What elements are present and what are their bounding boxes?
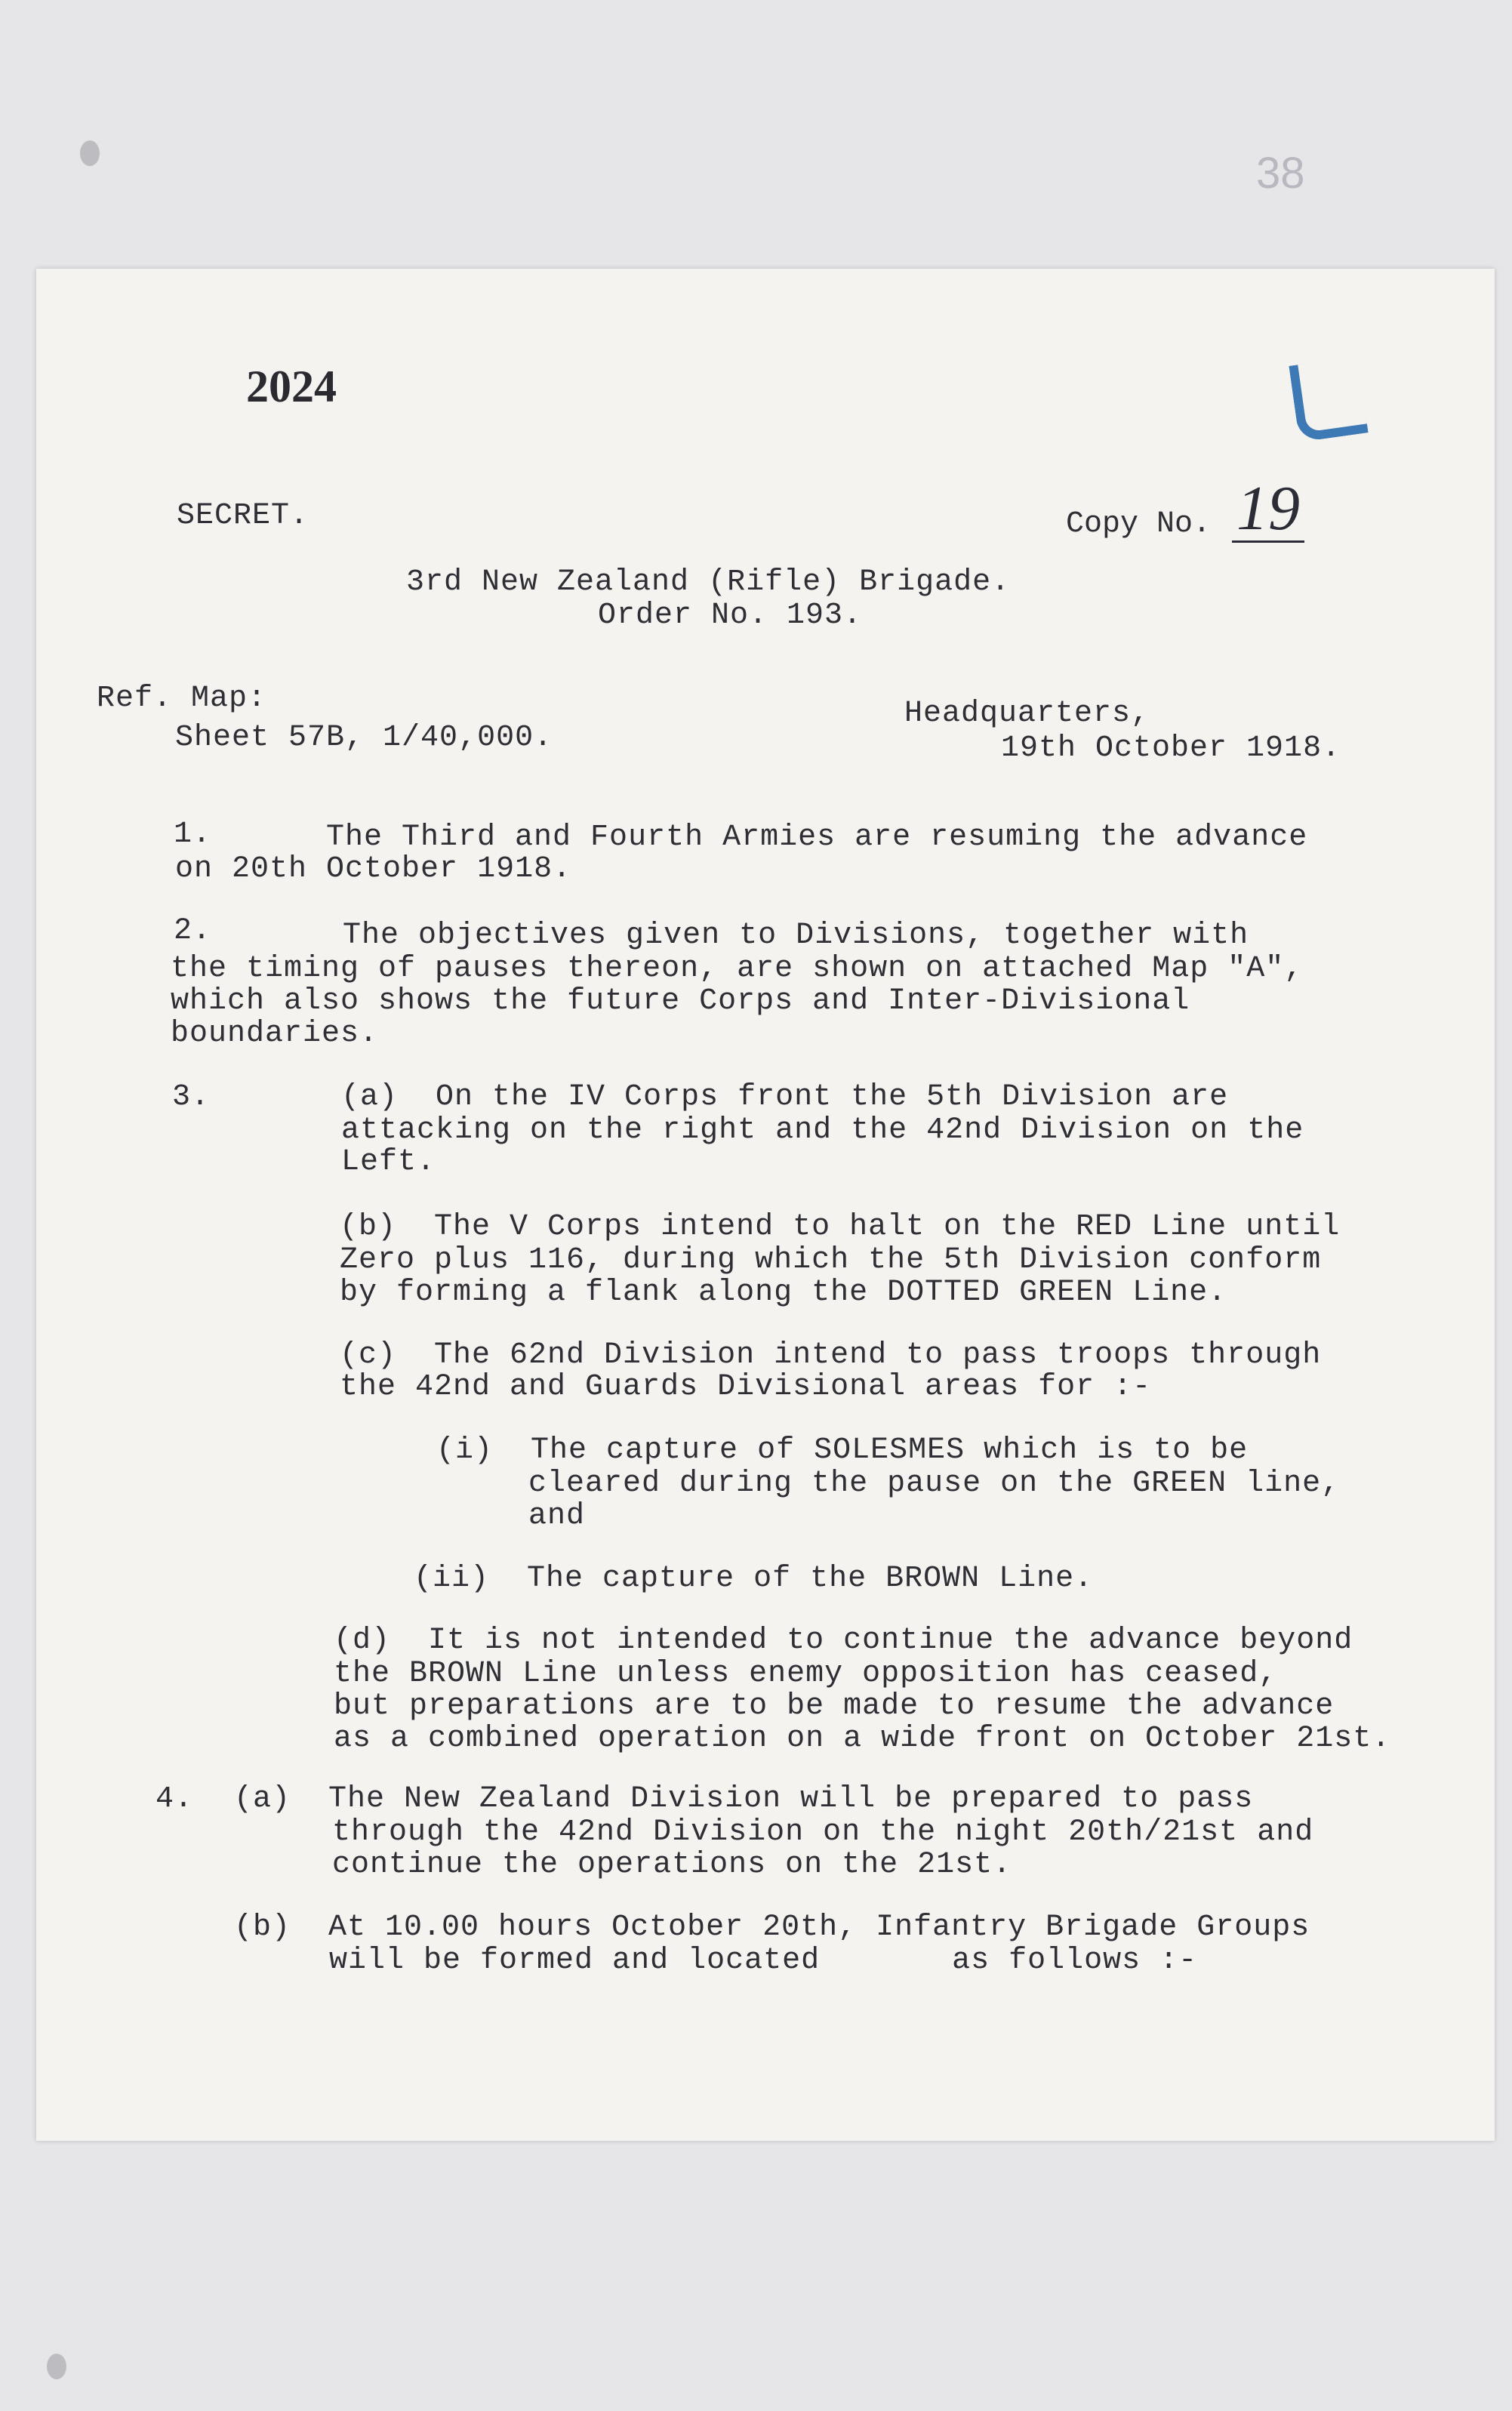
para-text: (d) It is not intended to continue the advance beyond (334, 1624, 1353, 1658)
para-text: attacking on the right and the 42nd Division on the (341, 1113, 1304, 1147)
para-text: through the 42nd Division on the night 20th/21st and (332, 1815, 1314, 1849)
order-title: 3rd New Zealand (Rifle) Brigade. (406, 565, 1011, 599)
para-number: 2. (174, 914, 212, 948)
copy-label: Copy No. (1066, 507, 1212, 541)
blue-pencil-tick (1289, 356, 1368, 442)
para-text: the timing of pauses thereon, are shown on attached Map "A", (171, 952, 1304, 986)
para-text: and (528, 1499, 586, 1533)
para-text: but preparations are to be made to resume the advance (334, 1689, 1335, 1723)
classification: SECRET. (177, 499, 309, 533)
para-text: as a combined operation on a wide front on October 21st. (334, 1722, 1391, 1756)
ref-map-label: Ref. Map: (97, 682, 267, 716)
para-text: the BROWN Line unless enemy opposition has ceased, (334, 1657, 1278, 1691)
para-text: (a) The New Zealand Division will be prepared to pass (234, 1782, 1254, 1816)
para-text: The Third and Fourth Armies are resuming the advance (326, 821, 1308, 854)
para-text: (c) The 62nd Division intend to pass troops through (340, 1338, 1322, 1372)
para-text: cleared during the pause on the GREEN line, (528, 1467, 1341, 1501)
para-text: by forming a flank along the DOTTED GREEN Line. (340, 1276, 1227, 1310)
para-text: will be formed and located as follows :- (329, 1944, 1198, 1978)
pencil-folio-number: 38 (1256, 149, 1305, 198)
para-number: 1. (174, 818, 212, 851)
para-text: which also shows the future Corps and Inter-Divisional (171, 984, 1190, 1018)
para-text: (ii) The capture of the BROWN Line. (414, 1562, 1094, 1596)
para-text: Zero plus 116, during which the 5th Division conform (340, 1243, 1322, 1277)
ref-map-sheet: Sheet 57B, 1/40,000. (175, 721, 553, 755)
para-number: 4. (156, 1782, 194, 1816)
para-text: The objectives given to Divisions, together with (343, 919, 1249, 953)
punch-hole (47, 2354, 66, 2379)
order-date: 19th October 1918. (1001, 731, 1341, 765)
para-text: on 20th October 1918. (175, 852, 572, 886)
para-text: the 42nd and Guards Divisional areas for :- (340, 1370, 1152, 1404)
copy-number: 19 (1232, 477, 1304, 543)
para-text: Left. (341, 1145, 436, 1179)
para-text: (b) At 10.00 hours October 20th, Infantry Brigade Groups (234, 1911, 1310, 1945)
para-text: (a) On the IV Corps front the 5th Division are (341, 1080, 1229, 1114)
para-text: boundaries. (171, 1017, 379, 1051)
para-number: 3. (172, 1080, 211, 1114)
para-text: (i) The capture of SOLESMES which is to be (436, 1433, 1249, 1467)
hq-location: Headquarters, (904, 697, 1150, 731)
archive-number-stamp: 2024 (246, 362, 337, 411)
punch-hole (80, 140, 100, 166)
para-text: continue the operations on the 21st. (332, 1848, 1012, 1882)
para-text: (b) The V Corps intend to halt on the RED Line until (340, 1210, 1341, 1244)
order-number: Order No. 193. (598, 599, 863, 633)
